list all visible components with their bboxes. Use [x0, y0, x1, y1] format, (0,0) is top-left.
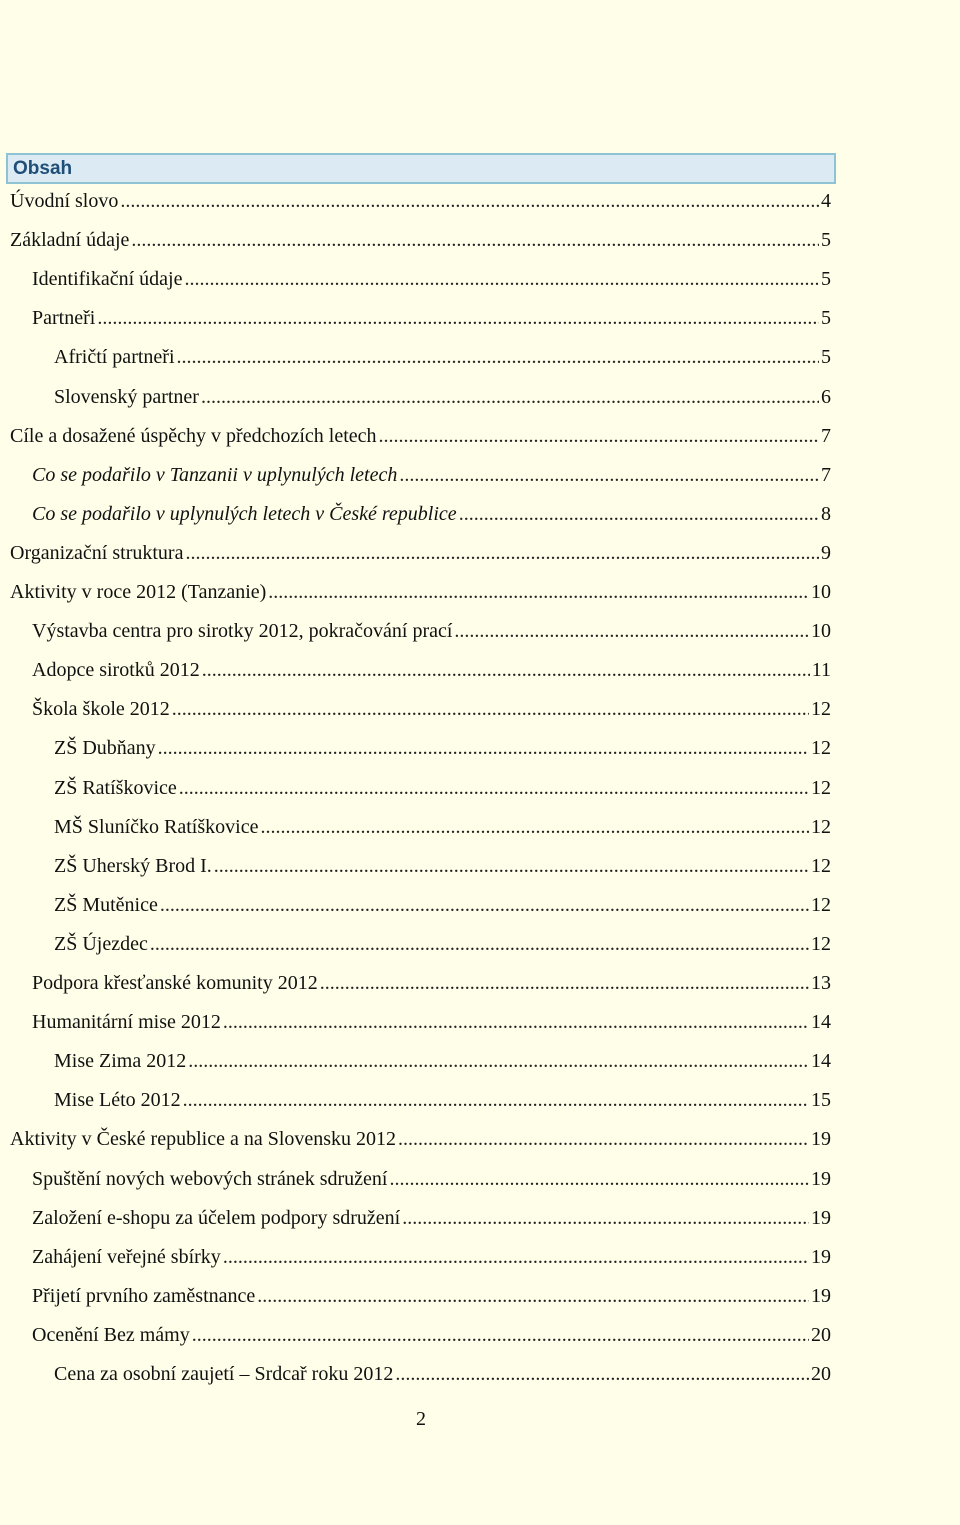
toc-dot-leader: [389, 1164, 809, 1194]
toc-entry-title: Identifikační údaje: [32, 268, 183, 290]
toc-dot-leader: [454, 616, 809, 646]
toc-dot-leader: [172, 694, 809, 724]
toc-entry-page: 19: [811, 1168, 831, 1190]
toc-entry[interactable]: [54, 1046, 831, 1076]
toc-entry[interactable]: [32, 1281, 831, 1311]
toc-entry-page: 5: [821, 307, 831, 329]
toc-dot-leader: [177, 342, 820, 372]
toc-entry-page: 4: [821, 190, 831, 212]
toc-entry-page: 19: [811, 1285, 831, 1307]
toc-entry-title: Slovenský partner: [54, 386, 199, 408]
toc-dot-leader: [399, 460, 819, 490]
toc-entry-page: 12: [811, 737, 831, 759]
toc-entry-title: Co se podařilo v uplynulých letech v České republice: [32, 503, 457, 525]
toc-entry[interactable]: [32, 1164, 831, 1194]
toc-entry-title: Organizační struktura: [10, 542, 184, 564]
toc-heading-box: [6, 153, 836, 184]
toc-entry-page: 8: [821, 503, 831, 525]
toc-entry-title: Humanitární mise 2012: [32, 1011, 221, 1033]
toc-entry-page: 20: [811, 1324, 831, 1346]
page-number: 2: [416, 1408, 426, 1430]
toc-entry-page: 7: [821, 464, 831, 486]
toc-dot-leader: [260, 812, 809, 842]
toc-entry-page: 14: [811, 1050, 831, 1072]
toc-entry[interactable]: [54, 1359, 831, 1389]
toc-entry-title: Aktivity v České republice a na Slovensku 2012: [10, 1128, 397, 1150]
toc-entry-title: Partneři: [32, 307, 96, 329]
toc-entry-title: MŠ Sluníčko Ratíškovice: [54, 816, 259, 838]
toc-entry[interactable]: [32, 1242, 831, 1272]
toc-entry-page: 12: [811, 816, 831, 838]
toc-dot-leader: [131, 225, 819, 255]
toc-entry-title: Založení e-shopu za účelem podpory sdružení: [32, 1207, 401, 1229]
toc-entry[interactable]: [32, 694, 831, 724]
toc-entry[interactable]: [54, 812, 831, 842]
toc-entry-title: Spuštění nových webových stránek sdružení: [32, 1168, 388, 1190]
toc-dot-leader: [395, 1359, 809, 1389]
toc-entry[interactable]: [32, 264, 831, 294]
toc-entry-page: 19: [811, 1128, 831, 1150]
toc-entry-title: Úvodní slovo: [10, 190, 119, 212]
toc-dot-leader: [268, 577, 809, 607]
toc-entry[interactable]: [32, 303, 831, 333]
toc-dot-leader: [120, 186, 819, 216]
toc-dot-leader: [402, 1203, 809, 1233]
toc-dot-leader: [257, 1281, 809, 1311]
toc-entry-page: 13: [811, 972, 831, 994]
toc-entry[interactable]: [10, 225, 831, 255]
toc-entry[interactable]: [32, 460, 831, 490]
toc-entry[interactable]: [54, 851, 831, 881]
toc-entry[interactable]: [54, 733, 831, 763]
toc-entry-page: 19: [811, 1246, 831, 1268]
toc-entry[interactable]: [32, 1320, 831, 1350]
toc-entry-page: 12: [811, 855, 831, 877]
toc-entry-title: Ocenění Bez mámy: [32, 1324, 190, 1346]
toc-entry-title: Zahájení veřejné sbírky: [32, 1246, 221, 1268]
toc-dot-leader: [214, 851, 809, 881]
toc-dot-leader: [320, 968, 809, 998]
toc-dot-leader: [201, 382, 819, 412]
toc-entry-page: 12: [811, 894, 831, 916]
toc-entry-title: ZŠ Uherský Brod I.: [54, 855, 212, 877]
toc-entry[interactable]: [54, 382, 831, 412]
toc-entry-title: ZŠ Mutěnice: [54, 894, 158, 916]
toc-entry-page: 6: [821, 386, 831, 408]
toc-entry-title: Škola škole 2012: [32, 698, 170, 720]
toc-dot-leader: [223, 1007, 809, 1037]
toc-dot-leader: [192, 1320, 809, 1350]
toc-entry-page: 12: [811, 777, 831, 799]
toc-dot-leader: [97, 303, 819, 333]
toc-heading: Obsah: [13, 158, 73, 179]
toc-entry-title: Adopce sirotků 2012: [32, 659, 200, 681]
toc-entry-page: 5: [821, 229, 831, 251]
toc-entry-title: Mise Zima 2012: [54, 1050, 187, 1072]
toc-entry-title: ZŠ Dubňany: [54, 737, 156, 759]
toc-entry-title: Základní údaje: [10, 229, 130, 251]
toc-entry[interactable]: [10, 421, 831, 451]
toc-entry-title: Podpora křesťanské komunity 2012: [32, 972, 318, 994]
toc-entry-title: Cena za osobní zaujetí – Srdcař roku 2012: [54, 1363, 394, 1385]
toc-entry-title: Aktivity v roce 2012 (Tanzanie): [10, 581, 267, 603]
toc-entry-title: Výstavba centra pro sirotky 2012, pokračování prací: [32, 620, 453, 642]
toc-entry[interactable]: [32, 1203, 831, 1233]
toc-entry[interactable]: [32, 616, 831, 646]
toc-dot-leader: [158, 733, 809, 763]
toc-entry[interactable]: [10, 1124, 831, 1154]
toc-entry[interactable]: [54, 890, 831, 920]
toc-entry[interactable]: [10, 538, 831, 568]
toc-entry-page: 11: [811, 659, 831, 681]
toc-entry-page: 5: [821, 346, 831, 368]
toc-dot-leader: [188, 1046, 809, 1076]
toc-entry[interactable]: [32, 499, 831, 529]
toc-entry-title: Přijetí prvního zaměstnance: [32, 1285, 256, 1307]
toc-entry-title: Co se podařilo v Tanzanii v uplynulých letech: [32, 464, 398, 486]
toc-entry-page: 9: [821, 542, 831, 564]
toc-dot-leader: [160, 890, 809, 920]
toc-dot-leader: [185, 264, 820, 294]
toc-entry[interactable]: [54, 929, 831, 959]
toc-entry-page: 15: [811, 1089, 831, 1111]
toc-entry[interactable]: [32, 655, 831, 685]
toc-entry[interactable]: [32, 968, 831, 998]
toc-entry-page: 12: [811, 698, 831, 720]
toc-entry[interactable]: [54, 1085, 831, 1115]
toc-dot-leader: [459, 499, 819, 529]
toc-dot-leader: [202, 655, 810, 685]
toc-entry-page: 10: [811, 620, 831, 642]
toc-dot-leader: [223, 1242, 809, 1272]
toc-dot-leader: [185, 538, 819, 568]
toc-dot-leader: [398, 1124, 809, 1154]
toc-entry-page: 14: [811, 1011, 831, 1033]
toc-entry-title: Afričtí partneři: [54, 346, 175, 368]
toc-dot-leader: [150, 929, 809, 959]
toc-entry-page: 10: [811, 581, 831, 603]
toc-entry-title: ZŠ Ratíškovice: [54, 777, 177, 799]
toc-entry[interactable]: [54, 342, 831, 372]
toc-entry-page: 12: [811, 933, 831, 955]
toc-dot-leader: [179, 773, 809, 803]
toc-entry-title: Cíle a dosažené úspěchy v předchozích letech: [10, 425, 377, 447]
toc-entry[interactable]: [32, 1007, 831, 1037]
toc-entry-page: 20: [811, 1363, 831, 1385]
toc-entry-title: Mise Léto 2012: [54, 1089, 181, 1111]
toc-dot-leader: [379, 421, 819, 451]
toc-entry[interactable]: [10, 577, 831, 607]
toc-entry-page: 19: [811, 1207, 831, 1229]
toc-entry[interactable]: [10, 186, 831, 216]
toc-entry-title: ZŠ Újezdec: [54, 933, 148, 955]
toc-entry[interactable]: [54, 773, 831, 803]
toc-entry-page: 7: [821, 425, 831, 447]
toc-dot-leader: [183, 1085, 809, 1115]
toc-entry-page: 5: [821, 268, 831, 290]
